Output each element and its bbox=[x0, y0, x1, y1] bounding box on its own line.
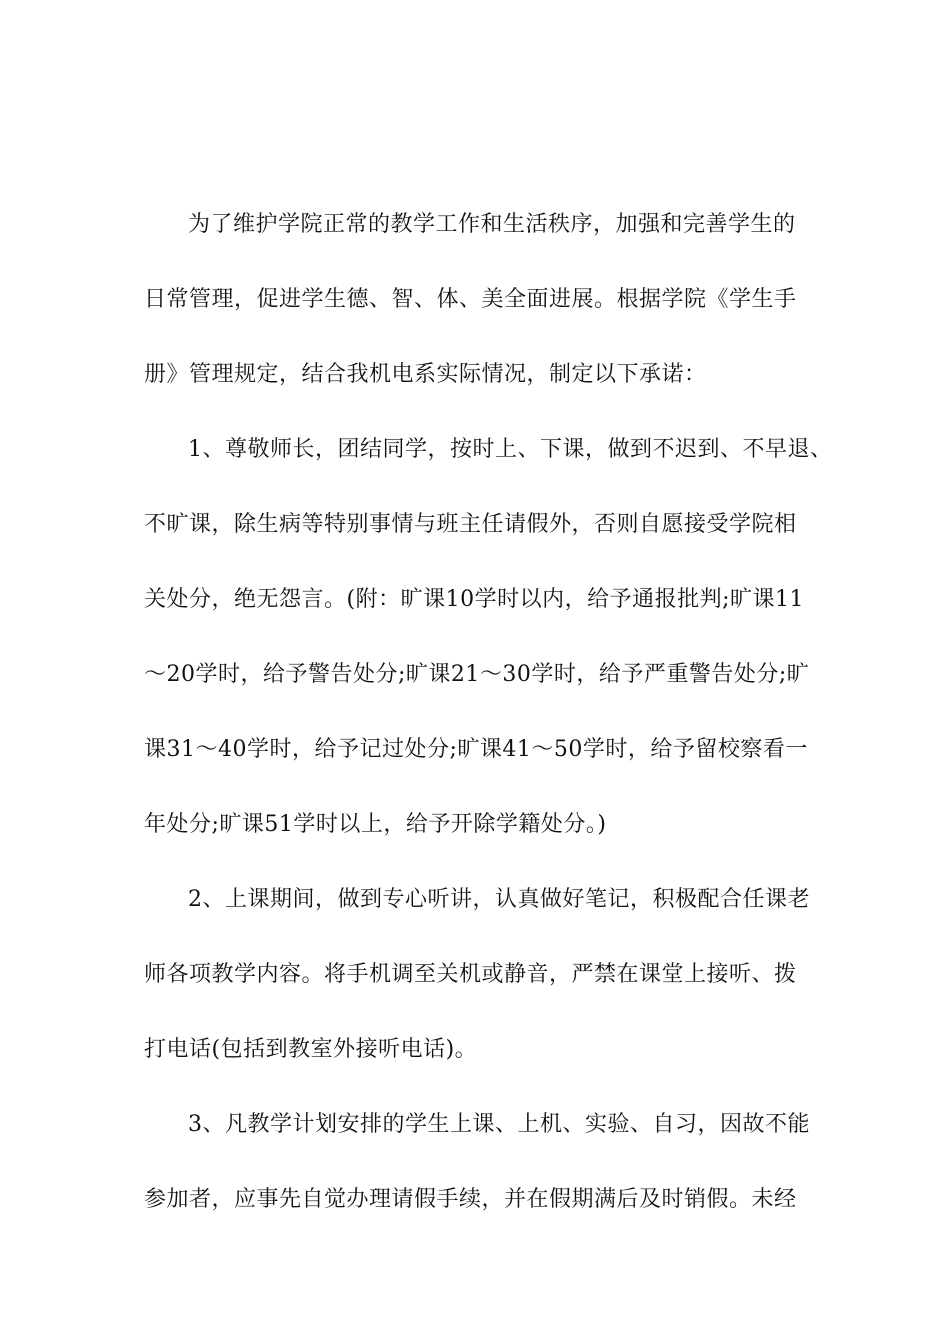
paragraph-line: 年处分;旷课51学时以上，给予开除学籍处分。) bbox=[144, 812, 607, 837]
paragraph-line: 册》管理规定，结合我机电系实际情况，制定以下承诺： bbox=[144, 362, 707, 387]
paragraph-line: 1、尊敬师长，团结同学，按时上、下课，做到不迟到、不早退、 bbox=[188, 437, 833, 462]
paragraph-line: 师各项教学内容。将手机调至关机或静音，严禁在课堂上接听、拨 bbox=[144, 962, 797, 987]
paragraph-line: 为了维护学院正常的教学工作和生活秩序，加强和完善学生的 bbox=[188, 212, 796, 237]
paragraph-line: 2、上课期间，做到专心听讲，认真做好笔记，积极配合任课老 bbox=[188, 887, 810, 912]
paragraph-line: 打电话(包括到教室外接听电话)。 bbox=[144, 1037, 478, 1062]
paragraph-line: 参加者，应事先自觉办理请假手续，并在假期满后及时销假。未经 bbox=[144, 1187, 797, 1212]
paragraph-line: ～20学时，给予警告处分;旷课21～30学时，给予严重警告处分;旷 bbox=[144, 662, 810, 687]
paragraph-line: 课31～40学时，给予记过处分;旷课41～50学时，给予留校察看一 bbox=[144, 737, 808, 762]
paragraph-line: 关处分，绝无怨言。(附：旷课10学时以内，给予通报批判;旷课11 bbox=[144, 587, 804, 612]
paragraph-line: 不旷课，除生病等特别事情与班主任请假外，否则自愿接受学院相 bbox=[144, 512, 797, 537]
paragraph-line: 日常管理，促进学生德、智、体、美全面进展。根据学院《学生手 bbox=[144, 287, 797, 312]
paragraph-line: 3、凡教学计划安排的学生上课、上机、实验、自习，因故不能 bbox=[188, 1112, 810, 1137]
